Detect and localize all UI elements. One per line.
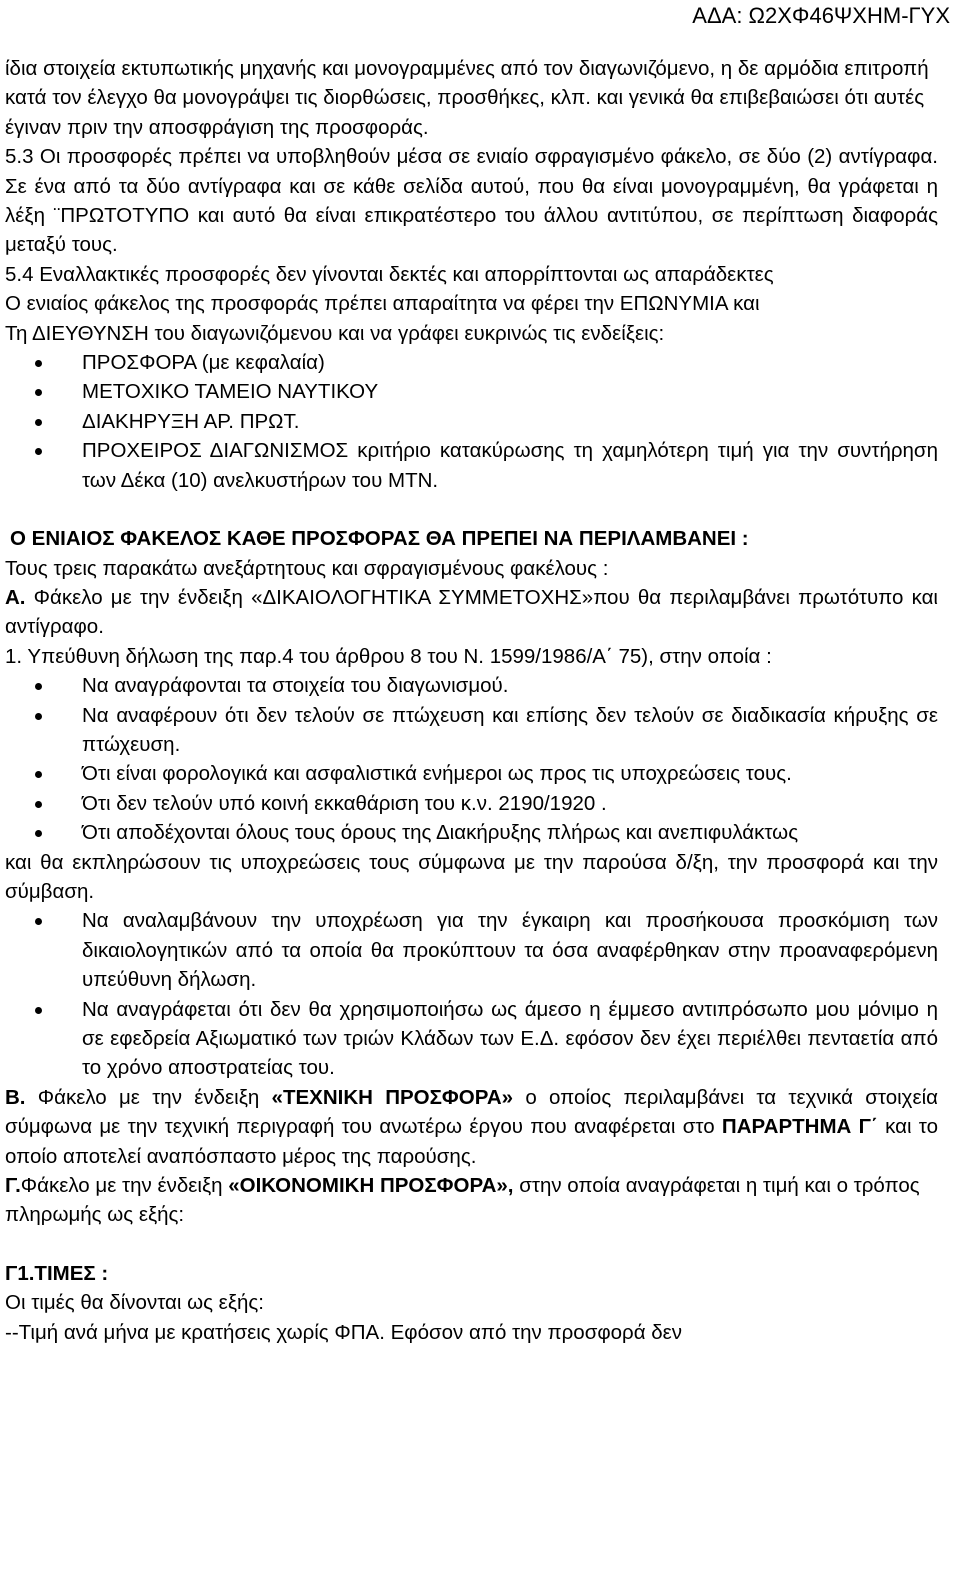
list-item: Ότι δεν τελούν υπό κοινή εκκαθάριση του κ.ν. 2190/1920 . bbox=[5, 789, 938, 818]
envelope-markings-list bbox=[5, 348, 938, 495]
declaration-list bbox=[5, 671, 938, 847]
text-c1: Φάκελο με την ένδειξη bbox=[20, 1174, 229, 1198]
list-item: Ότι αποδέχονται όλους τους όρους της Διακήρυξης πλήρως και ανεπιφυλάκτως bbox=[5, 818, 938, 847]
list-item: ΠΡΟΣΦΟΡΑ (με κεφαλαία) bbox=[5, 348, 938, 377]
list-item: ΔΙΑΚΗΡΥΞΗ ΑΡ. ΠΡΩΤ. bbox=[5, 407, 938, 436]
paragraph-declaration: 1. Υπεύθυνη δήλωση της παρ.4 του άρθρου 8 του Ν. 1599/1986/Α΄ 75), στην οποία : bbox=[5, 644, 772, 668]
list-item: Ότι είναι φορολογικά και ασφαλιστικά ενήμεροι ως προς τις υποχρεώσεις τους. bbox=[5, 759, 938, 788]
list-item: ΠΡΟΧΕΙΡΟΣ ΔΙΑΓΩΝΙΣΜΟΣ κριτήριο κατακύρωσης τη χαμηλότερη τιμή για την συντήρηση των Δέκα (10) ανελκυστήρων του ΜΤΝ. bbox=[5, 436, 938, 495]
annex-label: ΠΑΡΑΡΤΗΜΑ Γ΄ bbox=[721, 1115, 878, 1139]
list-item: Να αναγράφονται τα στοιχεία του διαγωνισμού. bbox=[5, 671, 938, 700]
paragraph-three-envelopes: Τους τρεις παρακάτω ανεξάρτητους και σφραγισμένους φακέλους : bbox=[5, 556, 609, 580]
undertakings-list bbox=[5, 906, 938, 1082]
document-body bbox=[5, 54, 938, 1347]
clause-original-copy: Σε ένα από τα δύο αντίγραφα και σε κάθε σελίδα αυτού, που θα είναι μονογραμμένη, θα γράφεται η λέξη ¨ΠΡΩΤΟΤΥΠΟ και αυτό θα είναι επικρατέστερο του άλλου αντιτύπου, σε περίπτωση διαφοράς μεταξύ τους. bbox=[5, 174, 938, 257]
text-c2: στην οποία αναγράφεται η τιμή και ο τρόπος πληρωμής ως εξής: bbox=[5, 1174, 920, 1227]
paragraph-envelope-a bbox=[5, 583, 938, 642]
paragraph-envelope-c bbox=[5, 1171, 938, 1230]
label-c: Γ. bbox=[5, 1174, 21, 1198]
label-b: Β. bbox=[5, 1085, 26, 1109]
ada-code: ΑΔΑ: Ω2ΧΦ46ΨΧΗΜ-ΓΥΧ bbox=[692, 3, 950, 28]
technical-offer-label: «ΤΕΧΝΙΚΗ ΠΡΟΣΦΟΡΑ» bbox=[271, 1085, 514, 1109]
section-heading: Ο ΕΝΙΑΙΟΣ ΦΑΚΕΛΟΣ ΚΑΘΕ ΠΡΟΣΦΟΡΑΣ ΘΑ ΠΡΕΠΕΙ ΝΑ ΠΕΡΙΛΑΜΒΑΝΕΙ : bbox=[10, 527, 749, 551]
list-item: Να αναφέρουν ότι δεν τελούν σε πτώχευση και επίσης δεν τελούν σε διαδικασία κήρυξης σε πτώχευση. bbox=[5, 701, 938, 760]
text-b3: και το οποίο αποτελεί αναπόσπαστο μέρος της παρούσης. bbox=[5, 1115, 938, 1168]
text-b2: ο οποίος περιλαμβάνει τα τεχνικά στοιχεία σύμφωνα με την τεχνική περιγραφή του ανωτέρω έργου που αναφέρεται στο bbox=[5, 1085, 938, 1139]
text-a: Φάκελο με την ένδειξη «ΔΙΚΑΙΟΛΟΓΗΤΙΚΑ ΣΥΜΜΕΤΟΧΗΣ»που θα περιλαμβάνει πρωτότυπο και αντίγραφο. bbox=[5, 585, 938, 639]
paragraph-prices-intro: Οι τιμές θα δίνονται ως εξής: bbox=[5, 1291, 264, 1315]
paragraph-envelope-address: Τη ΔΙΕΥΘΥΝΣΗ του διαγωνιζόμενου και να γράφει ευκρινώς τις ενδείξεις: bbox=[5, 321, 665, 345]
financial-offer-label: «ΟΙΚΟΝΟΜΙΚΗ ΠΡΟΣΦΟΡΑ», bbox=[228, 1174, 514, 1198]
clause-5-3: 5.3 Οι προσφορές πρέπει να υποβληθούν μέσα σε ενιαίο σφραγισμένο φάκελο, σε δύο (2) αντίγραφα. bbox=[5, 145, 938, 169]
text-b1: Φάκελο με την ένδειξη bbox=[25, 1085, 272, 1109]
paragraph-envelope-b bbox=[5, 1083, 938, 1171]
paragraph-obligations: και θα εκπληρώσουν τις υποχρεώσεις τους σύμφωνα με την παρούσα δ/ξη, την προσφορά και την σύμβαση. bbox=[5, 850, 938, 903]
spacer bbox=[5, 1230, 938, 1259]
paragraph-envelope-name: Ο ενιαίος φάκελος της προσφοράς πρέπει απαραίτητα να φέρει την ΕΠΩΝΥΜΙΑ και bbox=[5, 292, 760, 316]
spacer bbox=[5, 495, 938, 524]
paragraph-corrections: ίδια στοιχεία εκτυπωτικής μηχανής και μονογραμμένες από τον διαγωνιζόμενο, η δε αρμόδια επιτροπή κατά τον έλεγχο θα μονογράψει τις διορθώσεις, προσθήκες, κλπ. και γενικά θα επιβεβαιώσει ότι αυτές έγιναν πριν την αποσφράγιση της προσφοράς. bbox=[5, 57, 929, 139]
list-item: ΜΕΤΟΧΙΚΟ ΤΑΜΕΙΟ ΝΑΥΤΙΚΟΥ bbox=[5, 377, 938, 406]
paragraph-5-3 bbox=[5, 142, 938, 260]
paragraph-monthly-price: --Τιμή ανά μήνα με κρατήσεις χωρίς ΦΠΑ. Εφόσον από την προσφορά δεν bbox=[5, 1320, 683, 1344]
label-a: Α. bbox=[5, 585, 26, 609]
paragraph-5-4: 5.4 Εναλλακτικές προσφορές δεν γίνονται δεκτές και απορρίπτονται ως απαράδεκτες bbox=[5, 262, 774, 286]
list-item: Να αναγράφεται ότι δεν θα χρησιμοποιήσω ως άμεσο η έμμεσο αντιπρόσωπο μου μόνιμο η σε εφεδρεία Αξιωματικό των τριών Κλάδων των Ε.Δ. εφόσον δεν έχει περιέλθει πενταετία από το χρόνο αποστρατείας του. bbox=[5, 995, 938, 1083]
list-item: Να αναλαμβάνουν την υποχρέωση για την έγκαιρη και προσήκουσα προσκόμιση των δικαιολογητικών από τα οποία θα προκύπτουν τα όσα αναφέρθηκαν στην προαναφερόμενη υπεύθυνη δήλωση. bbox=[5, 906, 938, 994]
prices-heading: Γ1.ΤΙΜΕΣ : bbox=[5, 1261, 109, 1285]
